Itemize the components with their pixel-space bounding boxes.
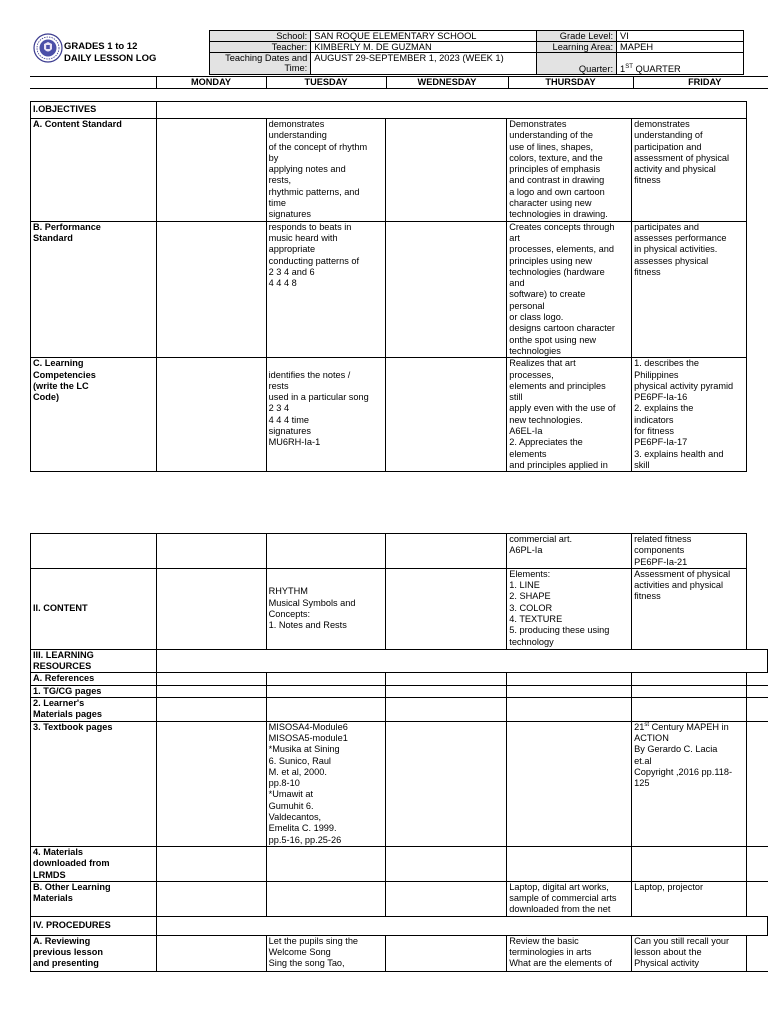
textbook-tuesday: MISOSA4-Module6 MISOSA5-module1 *Musika at Sining 6. Sunico, Raul M. et al, 2000. pp.8-10 *Umawit at Gumuhit 6. Valdecantos, Emelita C. 1999. pp.5-16, pp.25-26	[266, 721, 385, 846]
other-materials-wednesday	[385, 881, 507, 916]
log-title-line2: DAILY LESSON LOG	[64, 53, 157, 64]
spacer	[747, 673, 768, 685]
tg-cg-monday	[156, 685, 266, 697]
learning-competencies-wednesday	[385, 358, 507, 472]
references-monday	[156, 673, 266, 685]
day-monday: MONDAY	[156, 77, 266, 89]
quarter-word: QUARTER	[632, 64, 681, 74]
learners-materials-thursday	[507, 698, 632, 722]
textbook-friday-text: Century MAPEH in ACTION By Gerardo C. Lacia et.al Copyright ,2016 pp.118- 125	[634, 721, 733, 789]
dates-value: AUGUST 29-SEPTEMBER 1, 2023 (WEEK 1)	[311, 53, 537, 75]
textbook-friday-sup: st	[644, 721, 650, 728]
continued-monday	[156, 534, 266, 569]
tg-cg-label: 1. TG/CG pages	[31, 685, 157, 697]
log-title-line1: GRADES 1 to 12	[64, 41, 138, 52]
tg-cg-thursday	[507, 685, 632, 697]
day-friday: FRIDAY	[633, 77, 768, 89]
textbook-friday	[632, 721, 747, 846]
performance-standard-thursday: Creates concepts through art processes, elements, and principles using new technologies (hardware and software) to create personal or class logo. designs cartoon character onthe spot using new technologies	[507, 221, 632, 358]
textbook-wednesday	[385, 721, 507, 846]
learners-materials-friday	[632, 698, 747, 722]
learners-materials-label: 2. Learner's Materials pages	[31, 698, 157, 722]
content-label: II. CONTENT	[31, 568, 157, 649]
continued-label	[31, 534, 157, 569]
lrmds-label: 4. Materials downloaded from LRMDS	[31, 846, 157, 881]
lrmds-wednesday	[385, 846, 507, 881]
quarter-number: 1	[620, 64, 626, 74]
header-table	[30, 30, 744, 75]
learning-competencies-thursday: Realizes that art processes, elements and principles still apply even with the use of new technologies. A6EL-Ia 2. Appreciates the elements and principles applied in	[507, 358, 632, 472]
continued-friday: related fitness components PE6PF-Ia-21	[632, 534, 747, 569]
quarter-suffix: ST	[625, 63, 633, 70]
references-thursday	[507, 673, 632, 685]
area-label: Learning Area:	[537, 42, 617, 53]
teacher-value: KIMBERLY M. DE GUZMAN	[311, 42, 537, 53]
learners-materials-wednesday	[385, 698, 507, 722]
reviewing-label: A. Reviewing previous lesson and presenting	[31, 935, 157, 971]
content-monday	[156, 568, 266, 649]
learning-competencies-tuesday: identifies the notes / rests used in a particular song 2 3 4 4 4 4 time signatures MU6RH-Ia-1	[266, 358, 385, 472]
references-tuesday	[266, 673, 385, 685]
performance-standard-monday	[156, 221, 266, 358]
reviewing-monday	[156, 935, 266, 971]
tg-cg-friday	[632, 685, 747, 697]
spacer	[747, 698, 768, 722]
lrmds-friday	[632, 846, 747, 881]
other-materials-monday	[156, 881, 266, 916]
grade-value: VI	[617, 31, 744, 42]
lrmds-monday	[156, 846, 266, 881]
reviewing-tuesday: Let the pupils sing the Welcome Song Sing the song Tao,	[266, 935, 385, 971]
tg-cg-tuesday	[266, 685, 385, 697]
learning-resources-blank	[156, 649, 767, 673]
textbook-monday	[156, 721, 266, 846]
content-thursday: Elements: 1. LINE 2. SHAPE 3. COLOR 4. TEXTURE 5. producing these using technology	[507, 568, 632, 649]
content-friday: Assessment of physical activities and physical fitness	[632, 568, 747, 649]
day-wednesday: WEDNESDAY	[386, 77, 508, 89]
continued-thursday: commercial art. A6PL-Ia	[507, 534, 632, 569]
references-label: A. References	[31, 673, 157, 685]
procedures-blank	[156, 916, 767, 935]
references-friday	[632, 673, 747, 685]
area-value: MAPEH	[617, 42, 744, 53]
textbook-thursday	[507, 721, 632, 846]
content-standard-label: A. Content Standard	[31, 119, 157, 222]
continued-wednesday	[385, 534, 507, 569]
dates-label: Teaching Dates and Time:	[210, 53, 311, 75]
content-standard-thursday: Demonstrates understanding of the use of lines, shapes, colors, texture, and the principles of emphasis and contrast in drawing a logo and own cartoon character using new technologies in drawing.	[507, 119, 632, 222]
quarter-label: Quarter:	[537, 53, 617, 75]
school-label: School:	[210, 31, 311, 42]
spacer	[747, 568, 768, 649]
performance-standard-wednesday	[385, 221, 507, 358]
lrmds-tuesday	[266, 846, 385, 881]
other-materials-label: B. Other Learning Materials	[31, 881, 157, 916]
procedures-heading: IV. PROCEDURES	[31, 916, 157, 935]
spacer	[747, 881, 768, 916]
reviewing-thursday: Review the basic terminologies in arts What are the elements of	[507, 935, 632, 971]
spacer	[747, 534, 768, 569]
textbook-label: 3. Textbook pages	[31, 721, 157, 846]
day-header-blank	[30, 77, 156, 89]
tg-cg-wednesday	[385, 685, 507, 697]
learners-materials-tuesday	[266, 698, 385, 722]
objectives-blank	[156, 102, 746, 119]
content-wednesday	[385, 568, 507, 649]
content-standard-tuesday: demonstrates understanding of the concept of rhythm by applying notes and rests, rhythmic patterns, and time signatures	[266, 119, 385, 222]
other-materials-tuesday	[266, 881, 385, 916]
content-tuesday: RHYTHM Musical Symbols and Concepts: 1. Notes and Rests	[266, 568, 385, 649]
content-standard-friday: demonstrates understanding of participation and assessment of physical activity and physical fitness	[632, 119, 747, 222]
objectives-table	[30, 101, 747, 472]
textbook-friday-num: 21	[634, 721, 645, 732]
grade-label: Grade Level:	[537, 31, 617, 42]
content-standard-monday	[156, 119, 266, 222]
school-value: SAN ROQUE ELEMENTARY SCHOOL	[311, 31, 537, 42]
quarter-value	[617, 53, 744, 75]
content-resources-table	[30, 533, 768, 972]
learning-competencies-friday: 1. describes the Philippines physical activity pyramid PE6PF-Ia-16 2. explains the indicators for fitness PE6PF-Ia-17 3. explains health and skill	[632, 358, 747, 472]
objectives-heading: I.OBJECTIVES	[31, 102, 157, 119]
performance-standard-label: B. Performance Standard	[31, 221, 157, 358]
reviewing-friday: Can you still recall your lesson about the Physical activity	[632, 935, 747, 971]
spacer	[747, 721, 768, 846]
performance-standard-tuesday: responds to beats in music heard with appropriate conducting patterns of 2 3 4 and 6 4 4 4 8	[266, 221, 385, 358]
content-standard-wednesday	[385, 119, 507, 222]
other-materials-thursday: Laptop, digital art works, sample of commercial arts downloaded from the net	[507, 881, 632, 916]
spacer	[747, 935, 768, 971]
learning-competencies-label: C. Learning Competencies (write the LC Code)	[31, 358, 157, 472]
day-tuesday: TUESDAY	[266, 77, 386, 89]
day-thursday: THURSDAY	[508, 77, 633, 89]
learning-resources-heading: III. LEARNING RESOURCES	[31, 649, 157, 673]
other-materials-friday: Laptop, projector	[632, 881, 747, 916]
performance-standard-friday: participates and assesses performance in physical activities. assesses physical fitness	[632, 221, 747, 358]
learners-materials-monday	[156, 698, 266, 722]
teacher-label: Teacher:	[210, 42, 311, 53]
day-header-table	[30, 76, 768, 89]
learning-competencies-monday	[156, 358, 266, 472]
lrmds-thursday	[507, 846, 632, 881]
spacer	[747, 685, 768, 697]
references-wednesday	[385, 673, 507, 685]
title-cell	[30, 31, 210, 75]
reviewing-wednesday	[385, 935, 507, 971]
continued-tuesday	[266, 534, 385, 569]
spacer	[747, 846, 768, 881]
